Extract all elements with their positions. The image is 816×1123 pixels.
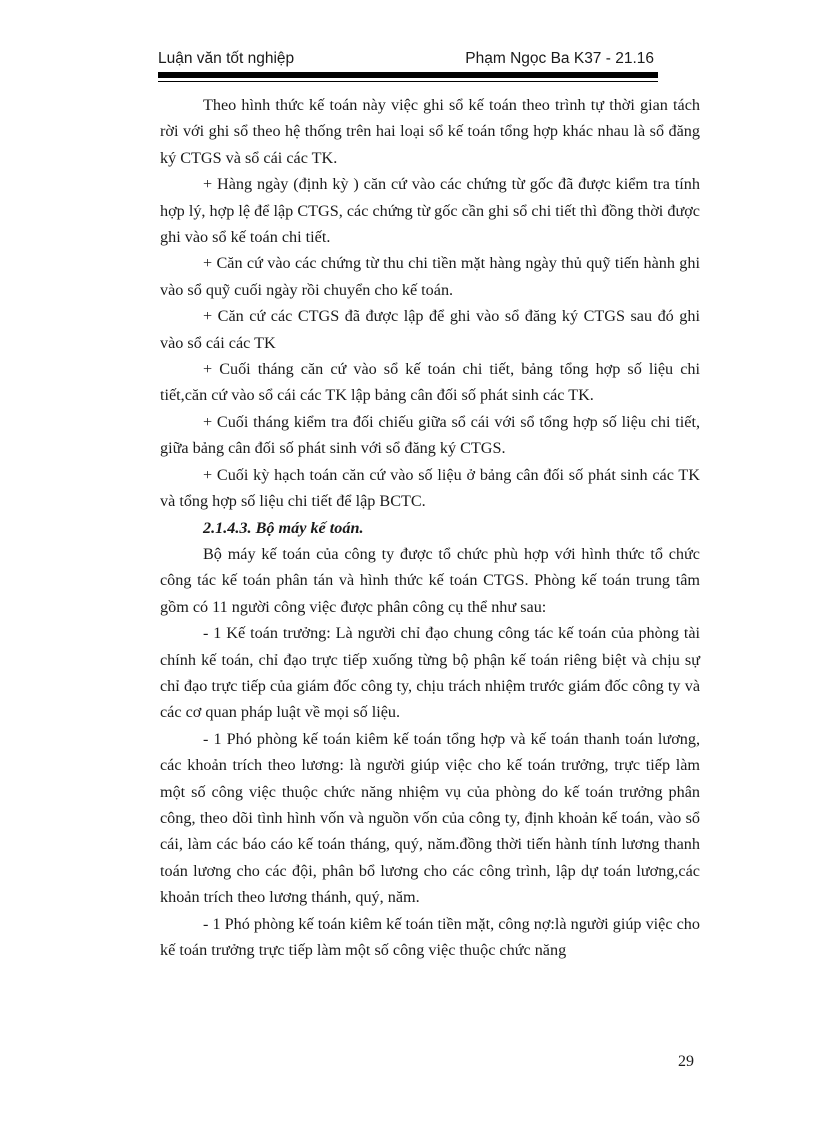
header-document-title: Luận văn tốt nghiệp bbox=[158, 50, 295, 67]
paragraph-month-end: + Cuối tháng căn cứ vào sổ kế toán chi tiết, bảng tổng hợp số liệu chi tiết,căn cứ vào sổ cái các TK lập bảng cân đối số phát sinh các TK. bbox=[160, 360, 700, 405]
header-rule-thin bbox=[158, 81, 658, 82]
paragraph-deputy-general: - 1 Phó phòng kế toán kiêm kế toán tổng hợp và kế toán thanh toán lương, các khoản trích theo lương: là người giúp việc cho kế toán trưởng, trực tiếp làm một số công việc thuộc chức năng nhiệm vụ của phòng do kế toán trưởng phân công, theo dõi tình hình vốn và nguồn vốn của công ty, định khoản kế toán, vào sổ cái, làm các báo cáo kế toán tháng, quý, năm.đồng thời tiến hành tính lương thanh toán lương cho các đội, phân bổ lương cho các công trình, lập dự toán lương,các khoản trích theo lương thánh, quý, năm. bbox=[160, 729, 700, 907]
paragraph-cash-records: + Căn cứ vào các chứng từ thu chi tiền mặt hàng ngày thủ quỹ tiến hành ghi vào sổ quỹ cuối ngày rồi chuyển cho kế toán. bbox=[160, 254, 700, 299]
header-rule-thick bbox=[158, 72, 658, 78]
paragraph-deputy-cash: - 1 Phó phòng kế toán kiêm kế toán tiền mặt, công nợ:là người giúp việc cho kế toán trưởng trực tiếp làm một số công việc thuộc chức năng bbox=[160, 914, 700, 959]
section-heading: 2.1.4.3. Bộ máy kế toán. bbox=[203, 518, 364, 537]
paragraph-chief-accountant: - 1 Kế toán trưởng: Là người chỉ đạo chung công tác kế toán của phòng tài chính kế toán, chỉ đạo trực tiếp xuống từng bộ phận kế toán riêng biệt và chịu sự chỉ đạo trực tiếp của giám đốc công ty, chịu trách nhiệm trước giám đốc công ty và các cơ quan pháp luật về mọi số liệu. bbox=[160, 624, 700, 722]
page-number: 29 bbox=[678, 1053, 694, 1070]
paragraph-month-check: + Cuối tháng kiểm tra đối chiếu giữa sổ cái với sổ tổng hợp số liệu chi tiết, giữa bảng cân đối số phát sinh với sổ đăng ký CTGS. bbox=[160, 412, 700, 458]
paragraph-ctgs-register: + Căn cứ các CTGS đã được lập để ghi vào sổ đăng ký CTGS sau đó ghi vào sổ cái các TK bbox=[160, 307, 700, 352]
paragraph-intro: Theo hình thức kế toán này việc ghi sổ kế toán theo trình tự thời gian tách rời với ghi sổ theo hệ thống trên hai loại sổ kế toán tổng hợp khác nhau là sổ đăng ký CTGS và sổ cái các TK. bbox=[160, 96, 700, 167]
page-header bbox=[158, 46, 658, 72]
page-body bbox=[160, 92, 700, 963]
paragraph-daily-entries: + Hàng ngày (định kỳ ) căn cứ vào các chứng từ gốc đã được kiểm tra tính hợp lý, hợp lệ để lập CTGS, các chứng từ gốc cần ghi sổ chi tiết thì đồng thời được ghi vào sổ kế toán chi tiết. bbox=[160, 175, 700, 247]
paragraph-period-end: + Cuối kỳ hạch toán căn cứ vào số liệu ở bảng cân đối số phát sinh các TK và tổng hợp số liệu chi tiết để lập BCTC. bbox=[160, 465, 700, 511]
header-author: Phạm Ngọc Ba K37 - 21.16 bbox=[465, 50, 654, 67]
paragraph-organization: Bộ máy kế toán của công ty được tổ chức phù hợp với hình thức tổ chức công tác kế toán phân tán và hình thức kế toán CTGS. Phòng kế toán trung tâm gồm có 11 người công việc được phân công cụ thể như sau: bbox=[160, 544, 700, 616]
